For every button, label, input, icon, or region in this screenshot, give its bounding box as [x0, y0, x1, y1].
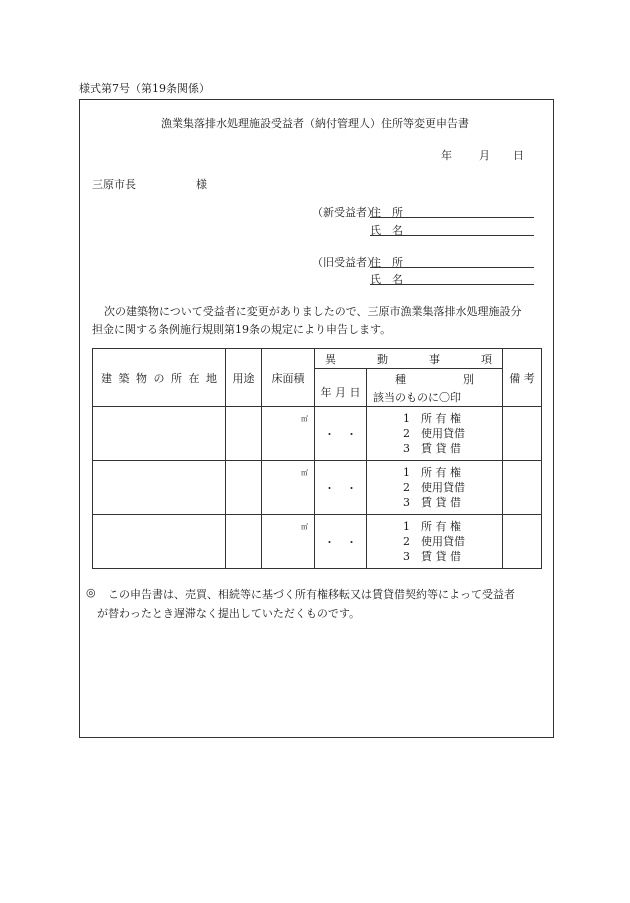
cell-remarks[interactable] [503, 461, 542, 515]
note-line1: この申告書は、売買、相続等に基づく所有権移転又は賃貸借契約等によって受益者 [108, 588, 515, 601]
date-month: 月 [479, 149, 490, 162]
cell-location[interactable] [93, 515, 226, 569]
type-option: 2 使用貸借 [403, 535, 465, 548]
date-day: 日 [513, 149, 524, 162]
cell-date[interactable]: ・ ・ [315, 461, 367, 515]
unit-m2: ㎡ [301, 415, 308, 423]
cell-date[interactable]: ・ ・ [315, 515, 367, 569]
new-name-label: 氏 名 [370, 224, 403, 237]
cell-floor-area[interactable] [262, 515, 315, 569]
header-usage: 用途 [226, 349, 262, 407]
cell-usage[interactable] [226, 407, 262, 461]
new-address-field[interactable] [370, 217, 534, 218]
cell-type[interactable] [367, 515, 503, 569]
new-beneficiary-label: （新受益者） [312, 206, 378, 219]
type-option: 2 使用貸借 [403, 481, 465, 494]
type-option: 1 所 有 権 [403, 412, 461, 425]
cell-type[interactable] [367, 461, 503, 515]
type-option: 1 所 有 権 [403, 466, 461, 479]
type-option: 3 賃 貸 借 [403, 496, 461, 509]
old-address-label: 住 所 [370, 256, 403, 269]
unit-m2: ㎡ [301, 469, 308, 477]
form-number: 様式第7号（第19条関係） [79, 82, 210, 95]
cell-location[interactable] [93, 407, 226, 461]
old-address-field[interactable] [370, 267, 534, 268]
cell-date[interactable]: ・ ・ [315, 407, 367, 461]
old-beneficiary-label: （旧受益者） [312, 256, 378, 269]
table-row [93, 461, 542, 515]
cell-location[interactable] [93, 461, 226, 515]
body-text-line1: 次の建築物について受益者に変更がありましたので、三原市漁業集落排水処理施設分 [104, 305, 522, 318]
note-mark: ◎ [86, 586, 96, 599]
table-row [93, 515, 542, 569]
type-option: 3 賃 貸 借 [403, 550, 461, 563]
header-type-note: 該当のものに〇印 [373, 390, 461, 404]
new-name-field[interactable] [370, 235, 534, 236]
header-floor-area: 床面積 [262, 349, 315, 407]
old-name-label: 氏 名 [370, 273, 403, 286]
form-title: 漁業集落排水処理施設受益者（納付管理人）住所等変更申告書 [161, 117, 469, 130]
cell-remarks[interactable] [503, 515, 542, 569]
cell-floor-area[interactable] [262, 407, 315, 461]
cell-type[interactable] [367, 407, 503, 461]
cell-remarks[interactable] [503, 407, 542, 461]
unit-m2: ㎡ [301, 523, 308, 531]
header-change-group: 異 動 事 項 [315, 349, 503, 369]
cell-usage[interactable] [226, 461, 262, 515]
table-row [93, 407, 542, 461]
type-option: 3 賃 貸 借 [403, 442, 461, 455]
new-address-label: 住 所 [370, 206, 403, 219]
type-option: 1 所 有 権 [403, 520, 461, 533]
old-name-field[interactable] [370, 284, 534, 285]
change-table [92, 348, 542, 569]
cell-usage[interactable] [226, 515, 262, 569]
header-date: 年 月 日 [315, 369, 367, 407]
body-text-line2: 担金に関する条例施行規則第19条の規定により申告します。 [92, 323, 392, 336]
header-remarks: 備 考 [503, 349, 542, 407]
addressee-name: 三原市長 [92, 178, 136, 191]
cell-floor-area[interactable] [262, 461, 315, 515]
note-line2: が替わったとき遅滞なく提出していただくものです。 [97, 607, 361, 620]
header-location: 建 築 物 の 所 在 地 [93, 349, 226, 407]
header-type: 種 別 該当のものに〇印 [367, 369, 503, 407]
addressee-honorific: 様 [196, 178, 207, 191]
type-option: 2 使用貸借 [403, 427, 465, 440]
date-year: 年 [441, 149, 452, 162]
